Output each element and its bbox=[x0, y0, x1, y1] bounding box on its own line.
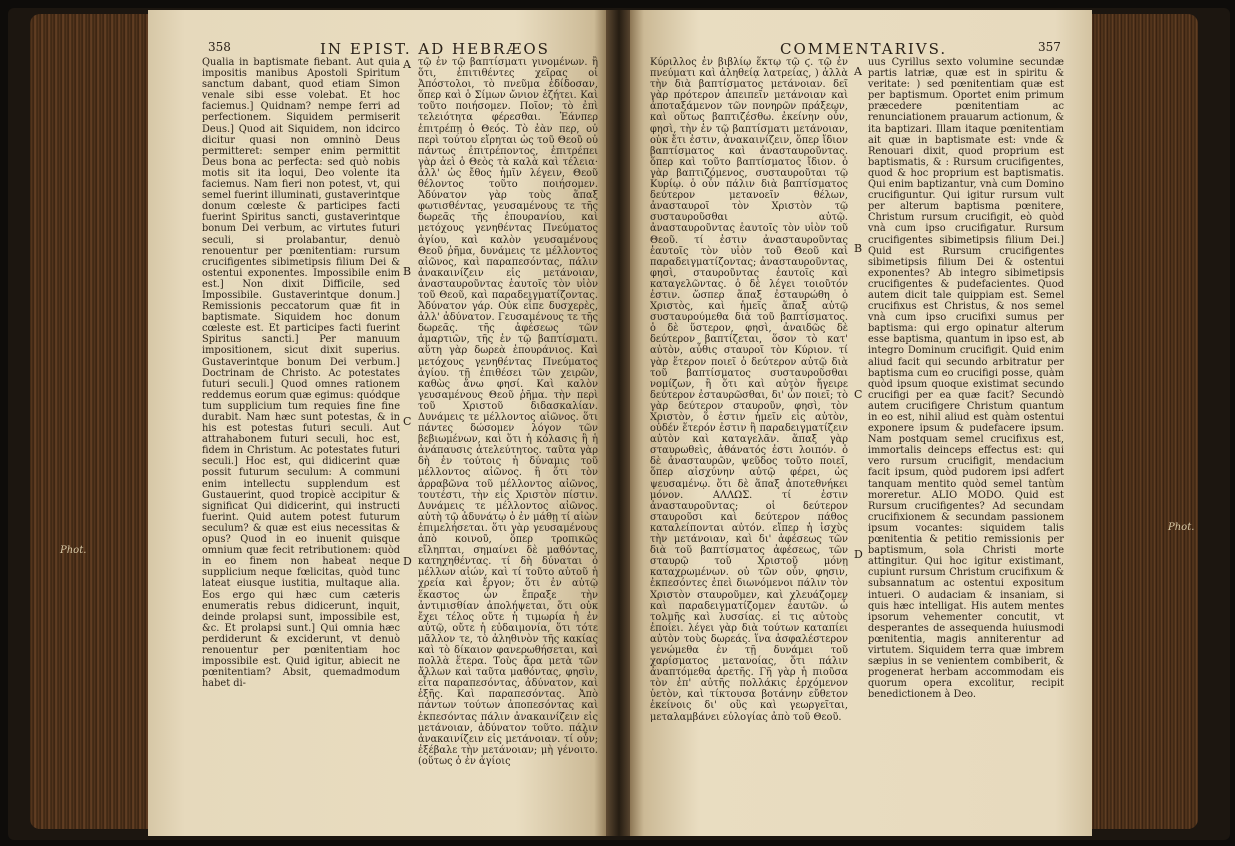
left-folio: 358 bbox=[208, 40, 231, 54]
left-page-edges bbox=[30, 14, 150, 829]
left-marker-a: A bbox=[403, 58, 411, 71]
right-marker-d: D bbox=[854, 548, 863, 561]
right-margin-note: Phot. bbox=[1168, 522, 1195, 533]
left-greek-text: τῷ ἐν τῷ βαπτίσματι γινομένων. ἢ ὅτι, ἐπιτιθέντες χεῖρας οἱ Ἀπόστολοι, τὸ πνεῦμα ἐδίδοσαν, ὅπερ καὶ ὁ Σίμων ὤνιον ἐζήτει. Καὶ τοῦτο ποιήσομεν. Ποῖον; τὸ ἐπὶ τελειότητα φέρεσθαι. Ἐάνπερ ἐπιτρέπῃ ὁ Θεός. Τὸ ἐὰν περ, οὐ περὶ τούτου εἴρηται ὡς τοῦ Θεοῦ οὐ πάντως ἐπιτρέποντος, ἐπιτρέπει γὰρ ἀεὶ ὁ Θεὸς τὰ καλὰ καὶ τέλεια· ἀλλ' ὡς ἔθος ἡμῖν λέγειν, Θεοῦ θέλοντος τοῦτο ποιήσομεν. Ἀδύνατον γὰρ τοὺς ἅπαξ φωτισθέντας, γευσαμένους τε τῆς δωρεᾶς τῆς ἐπουρανίου, καὶ μετόχους γενηθέντας Πνεύματος ἁγίου, καὶ καλὸν γευσαμένους Θεοῦ ῥῆμα, δυνάμεις τε μέλλοντος αἰῶνος, καὶ παραπεσόντας, πάλιν ἀνακαινίζειν εἰς μετάνοιαν, ἀνασταυροῦντας ἑαυτοῖς τὸν υἱὸν τοῦ Θεοῦ, καὶ παραδειγματίζοντας. Ἀδύνατον γάρ. Οὐκ εἶπε δυσχερὲς, ἀλλ' ἀδύνατον. Γευσαμένους τε τῆς δωρεᾶς. τῆς ἀφέσεως τῶν ἁμαρτιῶν, τῆς ἐν τῷ βαπτίσματι. αὕτη γὰρ δωρεὰ ἐπουράνιος. Καὶ μετόχους γενηθέντας Πνεύματος ἁγίου. τῇ ἐπιθέσει τῶν χειρῶν, καθὼς ἄνω φησί. Καὶ καλὸν γευσαμένους Θεοῦ ῥῆμα. τὴν περὶ τοῦ Χριστοῦ διδασκαλίαν. Δυνάμεις τε μέλλοντος αἰῶνος. ὅτι πάντες δώσομεν λόγον τῶν βεβιωμένων, καὶ ὅτι ἡ κόλασις ἢ ἡ ἀνάπαυσις ἀτελεύτητος. ταῦτα γὰρ δὴ ἐν τούτοις ἡ δύναμις τοῦ μέλλοντος αἰῶνος. ἢ ὅτι τὸν ἀρραβῶνα τοῦ μέλλοντος αἰῶνος, τουτέστι, τὴν εἰς Χριστὸν πίστιν. Δυνάμεις τε μέλλοντος αἰῶνος. αὐτὴ τῷ ἀδυνάτῳ ὁ ἐν μάθῃ τί αἰὼν ἐπιμελήσεται. ὅτι γὰρ γευσαμένους ἀπὸ κοινοῦ, ὅπερ τροπικῶς εἴληπται, σημαίνει δὲ μαθόντας, κατηχηθέντας. τί δὴ δύναται ὁ μέλλων αἰών, καὶ τί τοῦτο αὐτοῦ ἡ χρεία καὶ ἔργον; ὅτι ἐν αὐτῷ ἕκαστος ὧν ἔπραξε τὴν ἀντιμισθίαν ἀπολήψεται, ὅτι οὐκ ἔχει τέλος οὔτε ἡ τιμωρία ἡ ἐν αὐτῷ, οὔτε ἡ εὐδαιμονία, ὅτι τότε μᾶλλον τε, τὸ ἀληθινὸν τῆς κακίας καὶ τὸ δίκαιον φανερωθήσεται, καὶ πολλὰ ἕτερα. Τοὺς ἄρα μετὰ τῶν ἄλλων καὶ ταῦτα μαθόντας, φησὶν, εἶτα παραπεσόντας, ἀδύνατον, καὶ ἑξῆς. Καὶ παραπεσόντας. Ἀπὸ πάντων τούτων ἀποπεσόντας καὶ ἐκπεσόντας πάλιν ἀνακαινίζειν εἰς μετάνοιαν, ἀδύνατον τοῦτο. πάλιν ἀνακαινίζειν εἰς μετάνοιαν. τί οὖν; ἐξέβαλε τὴν μετάνοιαν; μὴ γένοιτο. (οὕτως ὁ ἐν ἁγίοις bbox=[418, 57, 598, 767]
right-greek-text: Κύριλλος ἐν βιβλίῳ ἕκτῳ τῷ ϛ. τῷ ἐν πνεύματι καὶ ἀληθείᾳ λατρείας, ) ἀλλὰ τὴν διὰ βαπτίσματος μετάνοιαν. δεῖ γὰρ πρότερον ἀπειπεῖν μετάνοιαν καὶ ἀποταξάμενον τῶν πονηρῶν πράξεων, καὶ οὕτως βαπτιζέσθω. ἐκείνην οὖν, φησὶ, τὴν ἐν τῷ βαπτίσματι μετάνοιαν, οὐκ ἔτι ἐστιν, ἀνακαινίζειν, ὅπερ ἴδιον βαπτίσματος καὶ ἀνασταυροῦντας. ὅπερ καὶ τοῦτο βαπτίσματος ἴδιον. ὁ γὰρ βαπτιζόμενος, συσταυροῦται τῷ Κυρίῳ. ὁ οὖν πάλιν διὰ βαπτίσματος δεύτερον μετανοεῖν θέλων, ἀνασταυροῖ τὸν Χριστὸν τῷ συσταυροῦσθαι αὐτῷ. ἀνασταυροῦντας ἑαυτοῖς τὸν υἱὸν τοῦ Θεοῦ. τί ἐστιν ἀνασταυροῦντας ἑαυτοῖς τὸν υἱὸν τοῦ Θεοῦ καὶ παραδειγματίζοντας; ἀνασταυροῦντας, φησὶ, σταυροῦντας ἑαυτοῖς καὶ καταγελῶντας. ὁ δὲ λέγει τοιοῦτόν ἐστιν. ὥσπερ ἅπαξ ἐσταυρώθη ὁ Χριστὸς, καὶ ἡμεῖς ἅπαξ αὐτῷ συσταυρούμεθα διὰ τοῦ βαπτίσματος. ὁ δὲ ὕστερον, φησὶ, ἀναιδῶς δὲ δεύτερον βαπτίζεται, ὅσον τὸ κατ' αὐτὸν, αὖθις σταυροῖ τὸν Κύριον. τί γὰρ ἕτερον ποιεῖ ὁ δεύτερον αὐτῷ διὰ τοῦ βαπτίσματος συσταυροῦσθαι νομίζων, ἢ ὅτι καὶ αὐτὸν ἤγειρε δεύτερον ἐσταυρῶσθαι, δι' ὧν ποιεῖ; τὸ γὰρ δεύτερον σταυροῦν, φησὶ, τὸν Χριστὸν, ὅ ἐστιν ἡμεῖν εἰς αὐτὸν, οὐδέν ἕτερόν ἐστιν ἢ παραδειγματίζειν αὐτὸν καὶ καταγελᾶν. ἅπαξ γὰρ σταυρωθεὶς, ἀθάνατός ἐστι λοιπόν. ὁ δὲ ἀνασταυρῶν, ψεῦδος τοῦτο ποιεῖ, ὅπερ αἰσχύνην αὐτῷ φέρει, ὡς ψευσαμένῳ. ὅτι δὲ ἅπαξ ἀποτεθνήκει μόνον. ΑΛΛΩΣ. τί ἐστιν ἀνασταυροῦντας; οἱ δεύτερον σταυροῦσι καὶ δεύτερον πάθος καταλείπονται αὐτόν. εἴπερ ἡ ἰσχὺς τὴν μετάνοιαν, καὶ δι' ἀφέσεως τῶν διὰ τοῦ βαπτίσματος ἀφέσεως, τῶν σταυρῷ τοῦ Χριστοῦ μόνῃ καταχρωμένων. οὐ τῶν οὖν, φησιν, ἐκπεσόντες ἐπεὶ διωνόμενοι πάλιν τὸν Χριστὸν σταυροῦμεν, καὶ χλευάζομεν καὶ παραδειγματίζομεν ἑαυτῶν. ὦ τολμῆς καὶ λυσσίας. εἰ τις αὐτοὺς ἐποίει. λέγει γὰρ διὰ τούτων καταπίει αὐτὸν τοὺς δωρεάς. ἵνα ἀσφαλέστερον γενώμεθα ἐν τῇ δυνάμει τοῦ χαρίσματος μετανοίας, ὅτι πάλιν ἀναπτόμεθα ἀρετῆς. Γῆ γὰρ ἡ πιοῦσα τὸν ἐπ' αὐτῆς πολλάκις ἐρχόμενον ὑετὸν, καὶ τίκτουσα βοτάνην εὔθετον ἐκείνοις δι' οὓς καὶ γεωργεῖται, μεταλαμβάνει εὐλογίας ἀπὸ τοῦ Θεοῦ. bbox=[650, 57, 848, 723]
book-gutter bbox=[606, 10, 632, 836]
left-marker-c: C bbox=[403, 415, 412, 428]
right-running-head: COMMENTARIVS. bbox=[780, 40, 948, 58]
left-margin-note: Phot. bbox=[60, 545, 87, 556]
right-marker-a: A bbox=[854, 65, 862, 78]
left-latin-column bbox=[202, 57, 400, 689]
left-latin-text: Qualia in baptismate fiebant. Aut quia impositis manibus Apostoli Spiritum sanctum dabant, quod etiam Simon venale sibi esse volebat. Et hoc faciemus.] Quidnam? nempe ferri ad perfectionem. Siquidem permiserit Deus.] Quod ait Siquidem, non idcirco dicitur quasi non omninò Deus permitteret: semper enim permittit Deus bona ac perfecta: sed quò nobis motis sit ita loqui, Deo volente ita faciemus. Nam fieri non potest, vt, qui semel fuerint illuminati, gustaverintque donum cœleste & participes facti fuerint Spiritus sancti, gustaverintque bonum Dei verbum, ac virtutes futuri seculi, si prolabantur, denuò renouentur per pœnitentiam: rursum crucifigentes sibimetipsis filium Dei & ostentui exponentes. Impossibile enim est.] Non dixit Difficile, sed Impossibile. Gustaverintque donum.] Remissionis peccatorum quæ fit in baptismate. Siquidem hoc donum cœleste est. Et participes facti fuerint Spiritus sancti.] Per manuum impositionem, sicut dixit superius. Gustaverintque bonum Dei verbum.] Doctrinam de Christo. Ac potestates futuri seculi.] Quod omnes rationem reddemus eorum quæ egimus: quódque tum supplicium tum requies fine fine durabit. Nam hæc sunt potestas, & in his est potestas futuri seculi. Aut attrahabonem futuri seculi, hoc est, fidem in Christum. Ac potestates futuri seculi.] Hoc est, qui didicerint quæ possit futurum seculum: A communi enim intellectu supplendum est Gustauerint, quod tropicè accipitur & significat Qui didicerint, qui instructi fuerint. Quid autem potest futurum seculum? & quæ est eius necessitas & opus? Quod in eo inuenit quisque omnium quæ fecit retributionem: quòd in eo finem non habeat neque supplicium neque fœlicitas, quòd tunc lateat eiusque iustitia, multaque alia. Eos ergo qui hæc cum cæteris enumeratis rebus didicerunt, inquit, deinde prolapsi sunt, impossibile est, &c. Et prolapsi sunt.] Qui omnia hæc perdiderunt & exciderunt, vt denuò renouentur per pœnitentiam hoc impossibile est. Quid igitur, abiecit ne pœnitentiam? Absit, quemadmodum habet di- bbox=[202, 57, 400, 690]
right-page bbox=[630, 10, 1092, 836]
left-marker-d: D bbox=[403, 555, 412, 568]
right-folio: 357 bbox=[1038, 40, 1061, 54]
right-greek-column bbox=[650, 57, 848, 723]
left-marker-b: B bbox=[403, 265, 412, 278]
right-latin-text: uus Cyrillus sexto volumine secundæ partis latriæ, quæ est in spiritu & veritate: ) sed pœnitentiam quæ est per baptismum. Oportet enim primum præcedere pœnitentiam ac renunciationem prauarum actionum, & ita baptizari. Illam itaque pœnitentiam ait quæ in baptismate est: vnde & Renouari dixit, quod proprium est baptismatis, & : Rursum crucifigentes, quod & hoc proprium est baptismatis. Qui enim baptizantur, vnà cum Domino crucifiguntur. Qui igitur rursum vult per alterum baptisma pœnitere, Christum rursum crucifigit, eò quòd vnà cum ipso crucifigatur. Rursum crucifigentes sibimetipsis filium Dei.] Quid est Rursum crucifigentes sibimetipsis filium Dei & ostentui exponentes? Ab integro sibimetipsis crucifigentes & pudefacientes. Quod autem dicit tale quippiam est. Semel crucifixus est Christus, & nos semel vnà cum ipso crucifixi sumus per baptisma: qui ergo opinatur alterum esse baptisma, quantum in ipso est, ab integro Dominum crucifigit. Quid enim aliud facit qui secundo arbitratur per baptisma cum eo crucifigi posse, quàm quòd ipsum quoque existimat secundo crucifigi per ea quæ facit? Secundò autem crucifigere Christum quantum in eo est, nihil aliud est quàm ostentui exponere ipsum & pudefacere ipsum. Nam postquam semel crucifixus est, immortalis deinceps effectus est: qui vero rursum crucifigit, mendacium facit ipsum, quòd pudorem ipsi adfert tanquam mentito quòd semel tantùm moreretur. ALIO MODO. Quid est Rursum crucifigentes? Ad secundam crucifixionem & secundam passionem ipsum vocantes: siquidem talis pœnitentia & petitio remissionis per baptismum, sola Christi morte attingitur. Qui hoc igitur existimant, cupiunt rursum Christum crucifixum & subsannatum ac ostentui expositum intueri. O audaciam & insaniam, si quis hæc intelligat. His autem mentes ipsorum vehementer concutit, vt desperantes de assequenda huiusmodi pœnitentia, magis anniterentur ad virtutem. Siquidem terra quæ imbrem sæpius in se venientem combiberit, & progenerat herbam accommodam eis quorum opera excolitur, recipit benedictionem à Deo. bbox=[868, 57, 1064, 701]
right-page-edges bbox=[1090, 14, 1198, 829]
right-marker-c: C bbox=[854, 388, 863, 401]
left-greek-column bbox=[418, 57, 598, 767]
right-latin-column bbox=[868, 57, 1064, 700]
left-running-head: IN EPIST. AD HEBRÆOS bbox=[320, 40, 550, 58]
left-page bbox=[148, 10, 608, 836]
right-marker-b: B bbox=[854, 242, 863, 255]
